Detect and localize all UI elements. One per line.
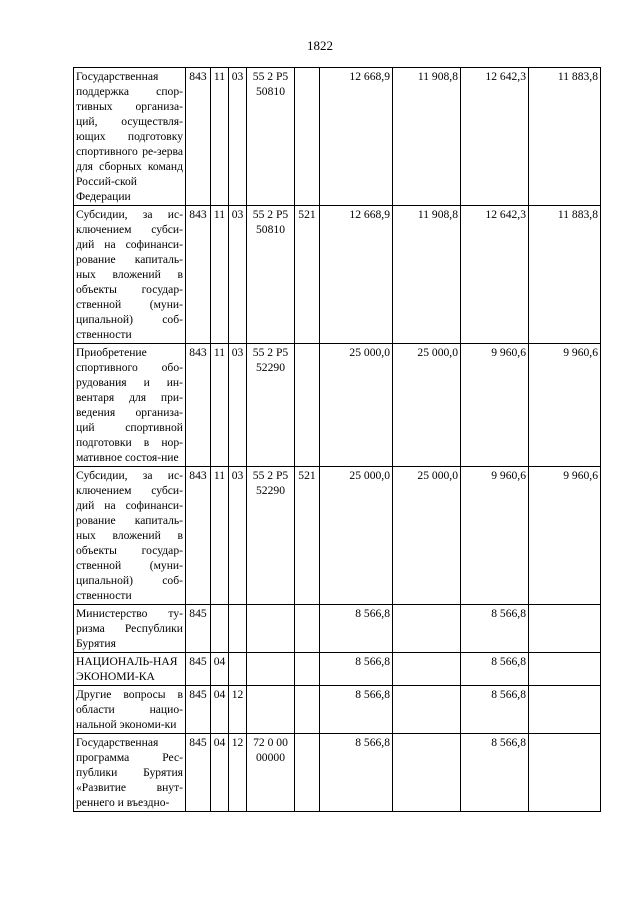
table-row [74,68,601,206]
cell-target-article [247,344,295,467]
cell-expense-type-text: 521 [298,208,316,221]
cell-section-code-text: 11 [213,469,226,482]
cell-amount-1-text: 25 000,0 [349,346,390,359]
cell-section-code-text: 11 [213,70,226,83]
cell-ministry-code-text: 843 [189,346,207,359]
table-row [74,206,601,344]
cell-subsection-code [229,605,247,653]
cell-amount-1-text: 8 566,8 [355,688,390,701]
cell-amount-2 [393,653,461,686]
cell-ministry-code [186,686,211,734]
cell-ministry-code [186,467,211,605]
cell-section-code-text: 04 [213,736,226,749]
cell-amount-1 [320,734,393,812]
table-body [74,68,601,812]
cell-amount-2 [393,344,461,467]
cell-amount-4 [529,467,601,605]
cell-ministry-code-text: 845 [189,736,207,749]
cell-amount-2-text: 11 908,8 [417,208,458,221]
cell-expense-type [295,653,320,686]
cell-amount-2 [393,734,461,812]
cell-subsection-code-text: 03 [231,469,244,482]
cell-amount-4-text: 11 883,8 [557,70,598,83]
cell-section-code [211,686,229,734]
cell-expense-type [295,734,320,812]
cell-amount-4 [529,653,601,686]
cell-target-article-text: 55 2 P5 52290 [252,469,289,497]
cell-section-code-text: 11 [213,346,226,359]
cell-subsection-code [229,467,247,605]
cell-name [74,206,186,344]
cell-name [74,734,186,812]
cell-subsection-code-text: 03 [231,70,244,83]
table-row [74,653,601,686]
cell-target-article-text: 55 2 P5 50810 [252,70,289,98]
cell-amount-3-text: 8 566,8 [491,655,526,668]
cell-target-article [247,605,295,653]
cell-ministry-code [186,344,211,467]
cell-expense-type [295,206,320,344]
cell-ministry-code [186,605,211,653]
cell-amount-2-text: 25 000,0 [417,346,458,359]
cell-section-code-text: 04 [213,688,226,701]
cell-amount-3-text: 9 960,6 [491,469,526,482]
cell-amount-2-text: 25 000,0 [417,469,458,482]
cell-amount-2 [393,605,461,653]
table-row [74,344,601,467]
cell-section-code [211,68,229,206]
cell-amount-3 [461,467,529,605]
cell-subsection-code-text: 03 [231,208,244,221]
cell-target-article [247,734,295,812]
cell-name [74,686,186,734]
cell-amount-1 [320,68,393,206]
cell-expense-type-text: 521 [298,469,316,482]
cell-amount-4-text: 11 883,8 [557,208,598,221]
cell-name-text: Другие вопросы в области нацио-нальной экономи-ки [76,688,183,731]
cell-subsection-code-text: 03 [231,346,244,359]
cell-target-article-text: 55 2 P5 50810 [252,208,289,236]
cell-target-article [247,467,295,605]
cell-amount-4 [529,686,601,734]
cell-amount-4 [529,734,601,812]
cell-ministry-code-text: 845 [189,688,207,701]
cell-amount-2 [393,467,461,605]
cell-name-text: Государственная программа Рес-публики Бурятия «Развитие внут-реннего и въездно- [76,736,183,809]
cell-name [74,605,186,653]
cell-name [74,344,186,467]
cell-name-text: Министерство ту-ризма Республики Бурятия [76,607,183,650]
cell-amount-2 [393,206,461,344]
cell-section-code [211,206,229,344]
cell-amount-1 [320,686,393,734]
cell-ministry-code-text: 843 [189,469,207,482]
cell-amount-3 [461,653,529,686]
cell-amount-3-text: 8 566,8 [491,688,526,701]
cell-amount-1-text: 8 566,8 [355,607,390,620]
cell-section-code [211,734,229,812]
cell-target-article-text: 55 2 P5 52290 [252,346,289,374]
cell-ministry-code [186,206,211,344]
cell-name-text: НАЦИОНАЛЬ-НАЯ ЭКОНОМИ-КА [76,655,178,683]
cell-amount-1-text: 8 566,8 [355,736,390,749]
cell-amount-3 [461,68,529,206]
cell-name [74,467,186,605]
cell-section-code-text: 04 [213,655,226,668]
cell-amount-4-text: 9 960,6 [563,469,598,482]
cell-subsection-code [229,686,247,734]
cell-subsection-code-text: 12 [231,688,244,701]
cell-amount-2-text: 11 908,8 [417,70,458,83]
cell-amount-3-text: 8 566,8 [491,607,526,620]
cell-expense-type [295,686,320,734]
cell-expense-type [295,467,320,605]
cell-subsection-code [229,653,247,686]
cell-amount-3 [461,344,529,467]
cell-expense-type [295,605,320,653]
cell-ministry-code [186,653,211,686]
cell-ministry-code [186,68,211,206]
cell-amount-1 [320,206,393,344]
cell-amount-1-text: 12 668,9 [349,208,390,221]
cell-amount-1-text: 8 566,8 [355,655,390,668]
cell-name [74,68,186,206]
cell-section-code [211,653,229,686]
cell-ministry-code [186,734,211,812]
cell-amount-1 [320,605,393,653]
cell-amount-4 [529,605,601,653]
cell-amount-1-text: 12 668,9 [349,70,390,83]
cell-subsection-code [229,206,247,344]
table-row [74,686,601,734]
cell-amount-1-text: 25 000,0 [349,469,390,482]
cell-name-text: Субсидии, за ис-ключением субси-дий на софинанси-рование капиталь-ных вложений в объекты государ-ственной (муни-ципальной) соб-ственности [76,469,183,602]
cell-amount-3-text: 12 642,3 [485,70,526,83]
cell-section-code [211,467,229,605]
cell-target-article [247,206,295,344]
page-number: 1822 [307,38,333,53]
cell-subsection-code-text: 12 [231,736,244,749]
cell-target-article [247,686,295,734]
cell-amount-3 [461,686,529,734]
cell-ministry-code-text: 843 [189,208,207,221]
cell-amount-2 [393,68,461,206]
cell-amount-3 [461,605,529,653]
cell-amount-4 [529,344,601,467]
cell-amount-3-text: 9 960,6 [491,346,526,359]
cell-amount-1 [320,653,393,686]
cell-amount-1 [320,467,393,605]
cell-name [74,653,186,686]
budget-table [73,67,601,812]
cell-ministry-code-text: 845 [189,655,207,668]
cell-name-text: Приобретение спортивного обо-рудования и ин-вентаря для при-ведения организа-ций спортивной подготовки в нор-мативное состоя-ние [76,346,183,464]
cell-expense-type [295,68,320,206]
cell-amount-3 [461,206,529,344]
cell-amount-2 [393,686,461,734]
cell-name-text: Субсидии, за ис-ключением субси-дий на софинанси-рование капиталь-ных вложений в объекты государ-ственной (муни-ципальной) соб-ственности [76,208,183,341]
cell-section-code [211,605,229,653]
table-row [74,605,601,653]
cell-ministry-code-text: 845 [189,607,207,620]
cell-amount-4 [529,206,601,344]
cell-subsection-code [229,68,247,206]
cell-target-article [247,653,295,686]
cell-ministry-code-text: 843 [189,70,207,83]
cell-name-text: Государственная поддержка спор-тивных организа-ций, осуществля-ющих подготовку спортивного ре-зерва для сборных команд Россий-ской Федерации [76,70,183,203]
cell-amount-3-text: 8 566,8 [491,736,526,749]
cell-subsection-code [229,734,247,812]
table-row [74,734,601,812]
cell-subsection-code [229,344,247,467]
cell-expense-type [295,344,320,467]
cell-section-code [211,344,229,467]
cell-target-article [247,68,295,206]
cell-amount-3 [461,734,529,812]
cell-amount-4-text: 9 960,6 [563,346,598,359]
cell-section-code-text: 11 [213,208,226,221]
cell-amount-4 [529,68,601,206]
cell-amount-3-text: 12 642,3 [485,208,526,221]
table-row [74,467,601,605]
cell-target-article-text: 72 0 00 00000 [253,736,288,764]
cell-amount-1 [320,344,393,467]
